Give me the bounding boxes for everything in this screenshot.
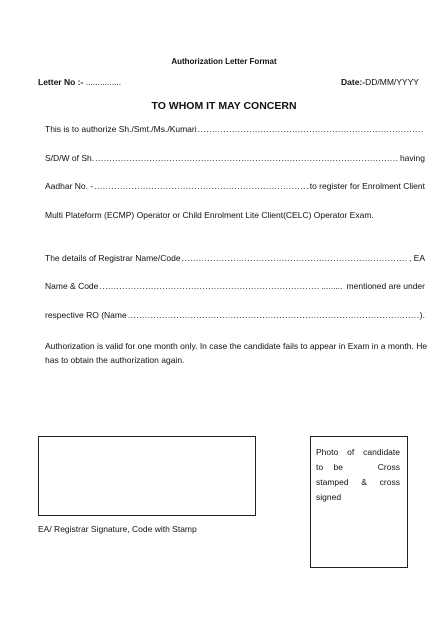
photo-text-line: signed	[316, 492, 342, 502]
date-label: Date:-	[341, 77, 366, 87]
name-code-suffix: mentioned are under	[346, 281, 425, 291]
letter-number-field	[38, 77, 121, 87]
name-code-text: Name & Code	[45, 281, 99, 291]
authorize-line	[45, 124, 425, 134]
aadhar-blank	[94, 181, 309, 191]
photo-instructions	[316, 445, 400, 505]
registrar-line	[45, 253, 425, 263]
photo-text-line: to be Cross	[316, 462, 400, 472]
date-field	[341, 77, 419, 87]
ro-line	[45, 310, 425, 320]
letter-number-value: ...............	[85, 77, 122, 87]
date-value: DD/MM/YYYY	[365, 77, 419, 87]
registrar-text: The details of Registrar Name/Code	[45, 253, 181, 263]
operator-exam-line: Multi Plateform (ECMP) Operator or Child Enrolment Lite Client(CELC) Operator Exam.	[45, 210, 374, 220]
photo-text-line: Photo of candidate	[316, 447, 400, 457]
name-code-mid: .........	[321, 281, 343, 291]
relation-suffix: having	[399, 153, 425, 163]
name-code-line	[45, 281, 425, 291]
relation-blank	[95, 153, 399, 163]
authorization-note: Authorization is valid for one month only. In case the candidate fails to appear in Exam in a month. He has to obtain the authorization again.	[45, 341, 428, 365]
signature-label: EA/ Registrar Signature, Code with Stamp	[38, 524, 197, 534]
registrar-blank	[182, 253, 408, 263]
signature-stamp-box	[38, 436, 256, 516]
format-title: Authorization Letter Format	[171, 57, 277, 66]
letter-heading: TO WHOM IT MAY CONCERN	[151, 100, 297, 112]
authorize-text: This is to authorize Sh./Smt./Ms./Kumari	[45, 124, 197, 134]
ro-text: respective RO (Name	[45, 310, 127, 320]
letter-number-label: Letter No :-	[38, 77, 84, 87]
ro-suffix: ).	[419, 310, 425, 320]
registrar-suffix: , EA	[408, 253, 425, 263]
relation-line	[45, 153, 425, 163]
relation-text: S/D/W of Sh.	[45, 153, 95, 163]
aadhar-text: Aadhar No. -	[45, 181, 94, 191]
ro-blank	[128, 310, 419, 320]
authorize-blank	[198, 124, 424, 134]
aadhar-line	[45, 181, 425, 191]
aadhar-suffix: to register for Enrolment Client	[309, 181, 425, 191]
name-code-blank	[99, 281, 320, 291]
photo-text-line: stamped & cross	[316, 477, 400, 487]
